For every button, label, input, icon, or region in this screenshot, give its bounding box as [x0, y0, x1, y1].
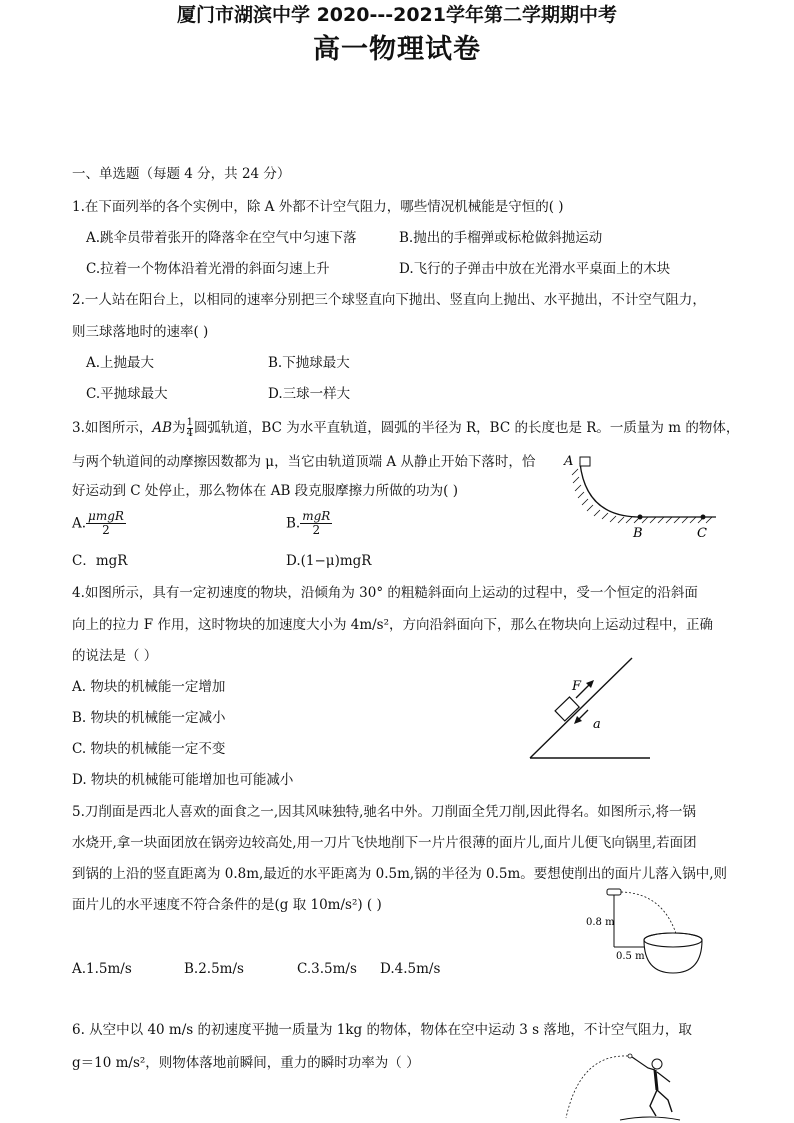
- q3-prefix: 3.如图所示，: [72, 420, 153, 436]
- q3-option-d: D.(1−μ)mgR: [286, 553, 372, 569]
- q5-stem-line4: 面片儿的水平速度不符合条件的是(g 取 10m/s²) ( ): [72, 897, 382, 913]
- q3-option-c: C．mgR: [72, 553, 128, 569]
- q5-option-a: A.1.5m/s: [72, 961, 132, 977]
- q2-stem-line1: 2.一人站在阳台上，以相同的速率分别把三个球竖直向下抛出、竖直向上抛出、水平抛出，不计空气阻力，: [72, 292, 706, 308]
- q4-option-c: C. 物块的机械能一定不变: [72, 741, 226, 757]
- q3-a-fraction: [86, 510, 126, 537]
- q4-option-a: A. 物块的机械能一定增加: [72, 679, 226, 695]
- q2-option-a: A.上抛最大: [86, 355, 155, 371]
- exam-school-title: 厦门市湖滨中学 2020---2021学年第二学期期中考: [176, 4, 618, 26]
- q3-a-num: μmgR: [88, 509, 124, 523]
- q3-quarter-fraction: [187, 418, 193, 439]
- q4-option-b: B. 物块的机械能一定减小: [72, 710, 226, 726]
- q3-a-label: A.: [72, 515, 87, 532]
- q4-fig-label-a: a: [593, 717, 601, 732]
- q3-stem-line3: 好运动到 C 处停止，那么物体在 AB 段克服摩擦力所做的功为( ): [72, 483, 458, 499]
- q1-option-c: C.拉着一个物体沿着光滑的斜面匀速上升: [86, 261, 330, 277]
- q6-stem-line1: 6. 从空中以 40 m/s 的初速度平抛一质量为 1kg 的物体，物体在空中运动 3 s 落地，不计空气阻力，取: [72, 1022, 692, 1038]
- q6-thrower-figure: [560, 1048, 690, 1123]
- q5-option-d: D.4.5m/s: [380, 961, 441, 977]
- q3-frac-den: 4: [186, 428, 193, 439]
- q4-stem-line2: 向上的拉力 F 作用，这时物块的加速度大小为 4m/s²，方向沿斜面向下，那么在物块向上运动过程中，正确: [72, 617, 714, 633]
- q1-option-d: D.飞行的子弹击中放在光滑水平桌面上的木块: [399, 261, 671, 277]
- q5-fig-height-label: 0.8 m: [586, 917, 615, 928]
- q4-fig-label-f: F: [572, 679, 582, 694]
- q2-option-c: C.平抛球最大: [86, 386, 168, 402]
- q3-stem-line1: [72, 418, 739, 439]
- q3-option-b: [286, 510, 332, 544]
- exam-subject-title: 高一物理试卷: [313, 34, 481, 65]
- q1-option-a: A.跳伞员带着张开的降落伞在空气中匀速下落: [86, 230, 357, 246]
- q5-pot-figure: [580, 885, 710, 980]
- q3-b-num: mgR: [302, 509, 331, 523]
- q3-stem-line2: 与两个轨道间的动摩擦因数都为 μ，当它由轨道顶端 A 从静止开始下落时，恰: [72, 454, 536, 470]
- q3-a-den: 2: [102, 523, 110, 537]
- q3-fig-label-a: A: [564, 454, 574, 469]
- q3-track-figure: [560, 455, 730, 545]
- q3-rest: 圆弧轨道，BC 为水平直轨道，圆弧的半径为 R，BC 的长度也是 R。一质量为 m 的物体，: [193, 420, 740, 436]
- q5-stem-line3: 到锅的上沿的竖直距离为 0.8m,最近的水平距离为 0.5m,锅的半径为 0.5m。要想使削出的面片儿落入锅中,则: [72, 866, 728, 882]
- q3-fig-label-b: B: [633, 526, 643, 541]
- q3-b-den: 2: [312, 523, 321, 537]
- q4-incline-figure: [520, 650, 670, 765]
- q2-option-d: D.三球一样大: [268, 386, 351, 402]
- q2-option-b: B.下抛球最大: [268, 355, 350, 371]
- q1-stem: 1.在下面列举的各个实例中，除 A 外都不计空气阻力，哪些情况机械能是守恒的( ): [72, 199, 564, 215]
- q5-option-b: B.2.5m/s: [184, 961, 244, 977]
- q3-fig-label-c: C: [697, 526, 707, 541]
- q5-option-c: C.3.5m/s: [297, 961, 357, 977]
- q3-is: 为: [172, 420, 186, 436]
- q3-frac-num: 1: [186, 417, 193, 428]
- q1-option-b: B.抛出的手榴弹或标枪做斜抛运动: [399, 230, 603, 246]
- q5-stem-line2: 水烧开,拿一块面团放在锅旁边较高处,用一刀片飞快地削下一片片很薄的面片儿,面片儿便飞向锅里,若面团: [72, 835, 697, 851]
- q3-option-a: [72, 510, 126, 544]
- q4-option-d: D. 物块的机械能可能增加也可能减小: [72, 772, 294, 788]
- section-heading: 一、单选题（每题 4 分，共 24 分）: [72, 166, 291, 182]
- q5-fig-width-label: 0.5 m: [616, 951, 645, 962]
- q6-stem-line2: g＝10 m/s²，则物体落地前瞬间，重力的瞬时功率为（ ）: [72, 1055, 420, 1071]
- q4-stem-line1: 4.如图所示，具有一定初速度的物块，沿倾角为 30° 的粗糙斜面向上运动的过程中，受一个恒定的沿斜面: [72, 585, 698, 601]
- q2-stem-line2: 则三球落地时的速率( ): [72, 324, 209, 340]
- q3-ab: AB: [152, 420, 173, 436]
- q4-stem-line3: 的说法是（ ）: [72, 648, 158, 664]
- q5-stem-line1: 5.刀削面是西北人喜欢的面食之一,因其风味独特,驰名中外。刀削面全凭刀削,因此得名。如图所示,将一锅: [72, 804, 697, 820]
- q3-b-fraction: [300, 510, 332, 537]
- q3-b-label: B.: [286, 515, 301, 532]
